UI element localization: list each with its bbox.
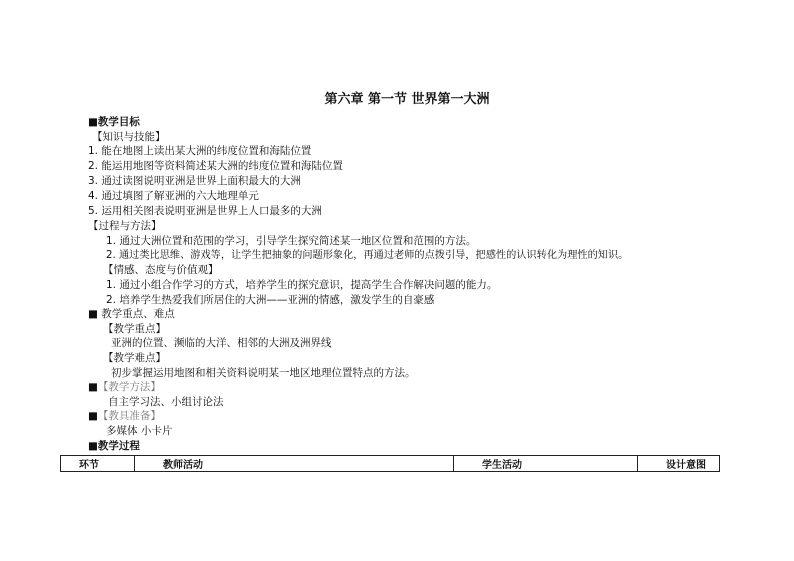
list-item: 1. 能在地图上读出某大洲的纬度位置和海陆位置 bbox=[88, 145, 312, 157]
difficulty-heading: 【教学难点】 bbox=[103, 352, 166, 364]
teaching-process-table bbox=[60, 455, 720, 472]
bullet-mark: ■ bbox=[88, 410, 98, 422]
list-item: 1. 通过小组合作学习的方式，培养学生的探究意识，提高学生合作解决问题的能力。 bbox=[106, 279, 498, 291]
key-point-text: 亚洲的位置、濒临的大洋、相邻的大洲及洲界线 bbox=[111, 337, 332, 349]
emotion-heading: 【情感、态度与价值观】 bbox=[103, 264, 219, 276]
section-method bbox=[88, 380, 161, 394]
difficulty-text: 初步掌握运用地图和相关资料说明某一地区地理位置特点的方法。 bbox=[111, 367, 416, 379]
section-teaching-goals: ■教学目标 bbox=[88, 116, 140, 128]
method-text: 自主学习法、小组讨论法 bbox=[108, 396, 224, 408]
table-header-row bbox=[61, 456, 720, 472]
tools-text: 多媒体 小卡片 bbox=[106, 425, 173, 437]
section-key-points: ■ 教学重点、难点 bbox=[88, 308, 175, 320]
header-stage: 环节 bbox=[61, 456, 135, 472]
bullet-mark: ■ bbox=[88, 381, 98, 393]
method-heading: 【教学方法】 bbox=[97, 381, 161, 393]
page-title: 第六章 第一节 世界第一大洲 bbox=[324, 92, 490, 107]
tools-heading: 【教具准备】 bbox=[97, 410, 161, 422]
section-tools bbox=[88, 409, 161, 423]
header-design-intent: 设计意图 bbox=[638, 456, 720, 472]
list-item: 2. 能运用地图等资料简述某大洲的纬度位置和海陆位置 bbox=[88, 160, 343, 172]
knowledge-heading: 【知识与技能】 bbox=[92, 131, 166, 143]
header-teacher-activity: 教师活动 bbox=[135, 456, 454, 472]
list-item: 5. 运用相关图表说明亚洲是世界上人口最多的大洲 bbox=[88, 205, 322, 217]
section-teaching-process: ■教学过程 bbox=[88, 440, 140, 452]
header-student-activity: 学生活动 bbox=[454, 456, 638, 472]
list-item: 3. 通过读图说明亚洲是世界上面积最大的大洲 bbox=[88, 175, 301, 187]
list-item: 2. 培养学生热爱我们所居住的大洲——亚洲的情感，激发学生的自豪感 bbox=[106, 294, 435, 306]
list-item: 1. 通过大洲位置和范围的学习，引导学生探究简述某一地区位置和范围的方法。 bbox=[106, 235, 477, 247]
key-point-heading: 【教学重点】 bbox=[103, 323, 166, 335]
list-item: 2. 通过类比思维、游戏等，让学生把抽象的问题形象化，再通过老师的点拨引导，把感性的认识转化为理性的知识。 bbox=[106, 250, 629, 261]
process-heading: 【过程与方法】 bbox=[88, 220, 162, 232]
list-item: 4. 通过填图了解亚洲的六大地理单元 bbox=[88, 190, 259, 202]
